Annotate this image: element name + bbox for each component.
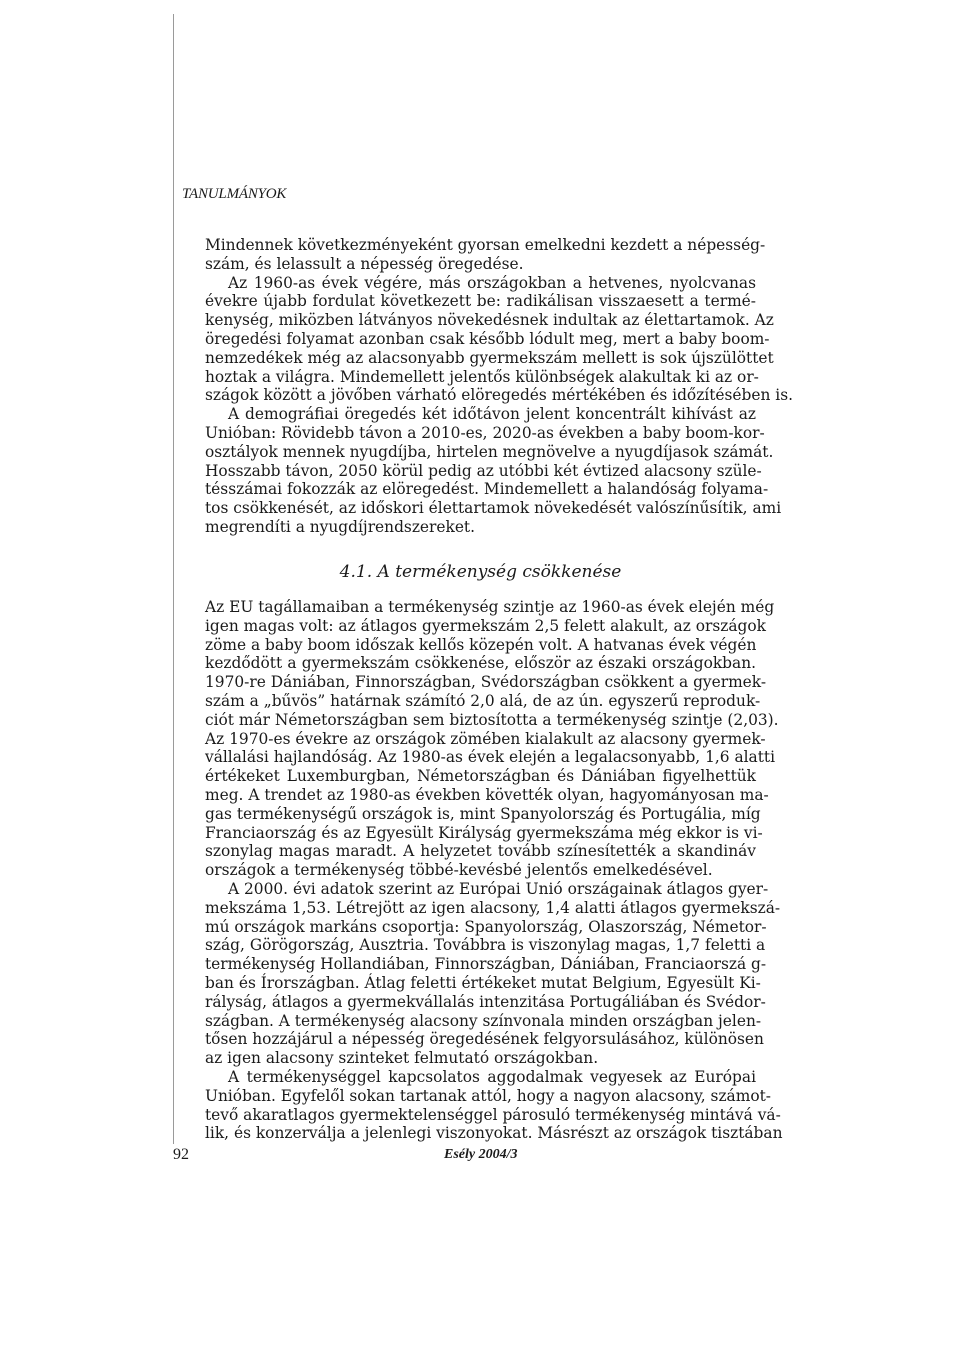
text-line: szám, és lelassult a népesség öregedése. (205, 254, 524, 273)
margin-rule (173, 14, 174, 1144)
text-line: igen magas volt: az átlagos gyermekszám 2,5 felett alakult, az országok (205, 616, 766, 635)
body-text-block-1 (205, 236, 794, 537)
section-title: 4.1. A termékenység csökkenése (339, 562, 622, 582)
text-line: tos csökkenését, az időskori élettartamok növekedését valószínűsítik, ami (205, 499, 782, 518)
running-head: TANULMÁNYOK (182, 186, 287, 202)
text-line: tevő akaratlagos gyermektelenséggel párosuló termékenység mintává vá- (205, 1105, 781, 1124)
text-line: mekszáma 1,53. Létrejött az igen alacsony, 1,4 alatti átlagos gyermekszá- (205, 898, 781, 917)
text-line: ban és Írországban. Átlag feletti értékeket mutat Belgium, Egyesült Ki- (205, 973, 761, 992)
text-line: szám a „bűvös” határnak számító 2,0 alá, de az ún. egyszerű reproduk- (205, 691, 761, 710)
text-line: vállalási hajlandóság. Az 1980-as évek elején a legalacsonyabb, 1,6 alatti (205, 748, 776, 767)
text-line: A demográfiai öregedés két időtávon jelent koncentrált kihívást az (228, 405, 756, 424)
text-line: ciót már Németországban sem biztosította a termékenység szintje (2,03). (205, 710, 779, 729)
text-line: A 2000. évi adatok szerint az Európai Unió országainak átlagos gyer- (228, 879, 769, 898)
text-line: az igen alacsony szinteket felmutató országokban. (205, 1049, 599, 1068)
text-line: termékenység Hollandiában, Finnországban, Dániában, Franciaorszá g- (205, 955, 767, 974)
text-line: A termékenységgel kapcsolatos aggodalmak vegyesek az Európai (228, 1067, 756, 1086)
text-line: szágban. A termékenység alacsony színvonala minden országban jelen- (205, 1011, 762, 1030)
text-line: szág, Görögország, Ausztria. Továbbra is viszonylag magas, 1,7 feletti a (205, 936, 766, 955)
text-line: osztályok mennek nyugdíjba, hirtelen megnövelve a nyugdíjasok számát. (205, 442, 774, 461)
text-line: értékeket Luxemburgban, Németországban és Dániában figyelhettük (205, 767, 756, 786)
text-line: szágok között a jövőben várható elöregedés mértékében és időzítésében is. (205, 386, 794, 405)
text-line: hoztak a világra. Mindemellett jelentős különbségek alakultak ki az or- (205, 367, 759, 386)
text-line: meg. A trendet az 1980-as években követték olyan, hagyományosan ma- (205, 785, 769, 804)
text-line: Hosszabb távon, 2050 körül pedig az utóbbi két évtized alacsony szüle- (205, 461, 762, 480)
text-line: Az EU tagállamaiban a termékenység szintje az 1960-as évek elején még (205, 598, 775, 616)
text-line: országok a termékenység többé-kevésbé jelentős emelkedésével. (205, 861, 713, 880)
text-line: rályság, átlagos a gyermekvállalás intenzitása Portugáliában és Svédor- (205, 992, 766, 1011)
text-line: kezdődött a gyermekszám csökkenése, először az északi országokban. (205, 654, 756, 673)
text-line: Az 1960-as évek végére, más országokban a hetvenes, nyolcvanas (228, 273, 756, 292)
text-line: Unióban. Egyfelől sokan tartanak attól, hogy a nagyon alacsony, számot- (205, 1086, 771, 1105)
text-line: tősen hozzájárul a népesség öregedésének felgyorsulásához, különösen (205, 1030, 764, 1049)
text-line: Mindennek következményeként gyorsan emelkedni kezdett a népesség- (205, 236, 766, 254)
text-line: Unióban: Rövidebb távon a 2010-es, 2020-as években a baby boom-kor- (205, 423, 765, 442)
footer-journal-title: Esély 2004/3 (444, 1147, 518, 1162)
page-number: 92 (173, 1146, 189, 1163)
text-line: Franciaország és az Egyesült Királyság gyermekszáma még ekkor is vi- (205, 823, 763, 842)
text-line: Az 1970-es évekre az országok zömében kialakult az alacsony gyermek- (205, 729, 766, 748)
text-line: öregedési folyamat azonban csak később lódult meg, mert a baby boom- (205, 329, 770, 348)
text-line: lik, és konzerválja a jelenlegi viszonyokat. Másrészt az országok tisztában (205, 1124, 783, 1143)
text-line: szonylag magas maradt. A helyzetet tovább színesítették a skandináv (205, 842, 756, 861)
text-line: 1970-re Dániában, Finnországban, Svédországban csökkent a gyermek- (205, 673, 767, 692)
body-text-block-2 (205, 598, 783, 1143)
text-line: gas termékenységű országok is, mint Spanyolország és Portugália, míg (205, 804, 761, 823)
text-line: nemzedékek még az alacsonyabb gyermekszám mellett is sok újszülöttet (205, 348, 774, 367)
text-line: tésszámai fokozzák az elöregedést. Mindemellett a halandóság folyama- (205, 480, 769, 499)
text-line: kenység, miközben látványos növekedésnek indultak az élettartamok. Az (205, 311, 774, 330)
text-line: megrendíti a nyugdíjrendszereket. (205, 517, 476, 536)
text-line: zöme a baby boom időszak kellős közepén volt. A hatvanas évek végén (205, 635, 757, 654)
text-line: mú országok markáns csoportja: Spanyolország, Olaszország, Németor- (205, 917, 767, 936)
text-line: évekre újabb fordulat következett be: radikálisan visszaesett a termé- (205, 292, 756, 311)
